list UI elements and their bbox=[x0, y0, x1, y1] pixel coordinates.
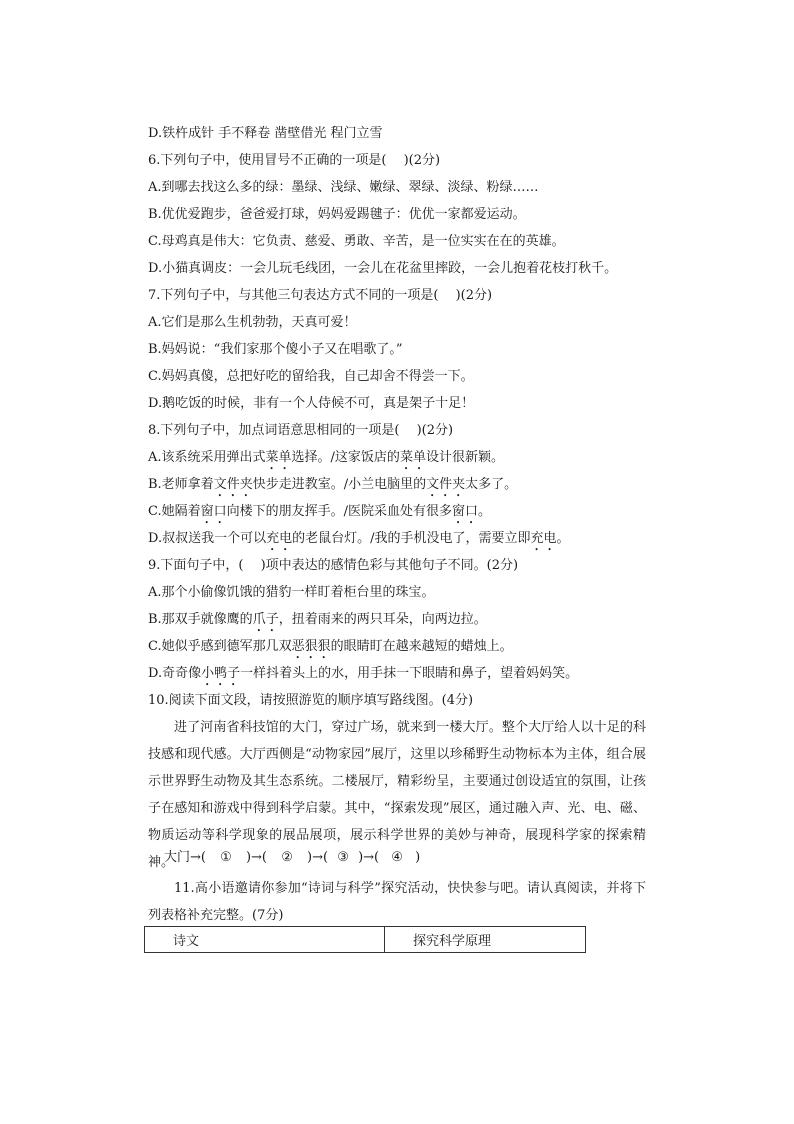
q7-option-c: C.妈妈真傻，总把好吃的留给我，自己却舍不得尝一下。 bbox=[148, 369, 474, 384]
q6-option-a: A.到哪去找这么多的绿：墨绿、浅绿、嫩绿、翠绿、淡绿、粉绿…… bbox=[148, 180, 539, 195]
q8-option-d: D.叔叔送我一个可以充电的老鼠台灯。/我的手机没电了，需要立即充电。 bbox=[148, 531, 570, 546]
question-10: 10.阅读下面文段，请按照游览的顺序填写路线图。(4分) bbox=[148, 693, 474, 708]
table-header-principle: 探究科学原理 bbox=[385, 927, 586, 953]
q7-option-a: A.它们是那么生机勃勃，天真可爱！ bbox=[148, 315, 357, 330]
table-header-row bbox=[145, 927, 586, 953]
q9-option-c: C.她似乎感到德军那几双恶狠狠的眼睛盯在越来越短的蜡烛上。 bbox=[148, 639, 513, 654]
q9-option-a: A.那个小偷像饥饿的猎豹一样盯着柜台里的珠宝。 bbox=[148, 585, 435, 600]
q6-option-c: C.母鸡真是伟大：它负责、慈爱、勇敢、辛苦，是一位实实在在的英雄。 bbox=[148, 234, 565, 249]
question-8: 8.下列句子中，加点词语意思相同的一项是( )(2分) bbox=[148, 423, 454, 438]
q9-option-b: B.那双手就像鹰的爪子，扭着雨来的两只耳朵，向两边拉。 bbox=[148, 612, 487, 627]
route-blank-4[interactable]: ④ bbox=[391, 850, 403, 865]
q7-option-d: D.鹅吃饭的时候，非有一个人侍候不可，真是架子十足！ bbox=[148, 396, 475, 411]
q8-option-a: A.该系统采用弹出式菜单选择。/这家饭店的菜单设计很新颖。 bbox=[148, 450, 504, 465]
table-header-poem: 诗文 bbox=[145, 927, 385, 953]
route-blank-1[interactable]: ① bbox=[220, 850, 232, 865]
question-6: 6.下列句子中，使用冒号不正确的一项是( )(2分) bbox=[148, 153, 441, 168]
q6-option-b: B.优优爱跑步，爸爸爱打球，妈妈爱踢毽子：优优一家都爱运动。 bbox=[148, 207, 526, 222]
q8-option-c: C.她隔着窗口向楼下的朋友挥手。/医院采血处有很多窗口。 bbox=[148, 504, 492, 519]
q5-option-d: D.铁杵成针 手不释卷 凿壁借光 程门立雪 bbox=[148, 126, 383, 141]
question-9: 9.下面句子中，( )项中表达的感情色彩与其他句子不同。(2分) bbox=[148, 558, 519, 573]
q8-option-b: B.老师拿着文件夹快步走进教室。/小兰电脑里的文件夹太多了。 bbox=[148, 477, 518, 492]
question-7: 7.下列句子中，与其他三句表达方式不同的一项是( )(2分) bbox=[148, 288, 493, 303]
q6-option-d: D.小猫真调皮：一会儿玩毛线团，一会儿在花盆里摔跤，一会儿抱着花枝打秋千。 bbox=[148, 261, 618, 276]
route-map: 大门→( ① )→( ② )→( ③ )→( ④ ) bbox=[164, 850, 421, 865]
q7-option-b: B.妈妈说：“我们家那个傻小子又在唱歌了。” bbox=[148, 342, 403, 357]
q9-option-d: D.奇奇像小鸭子一样抖着头上的水，用手抹一下眼睛和鼻子，望着妈妈笑。 bbox=[148, 666, 579, 681]
route-blank-2[interactable]: ② bbox=[281, 850, 293, 865]
route-blank-3[interactable]: ③ bbox=[337, 850, 349, 865]
q11-table bbox=[144, 926, 586, 953]
q10-passage: 进了河南省科技馆的大门，穿过广场，就来到一楼大厅。整个大厅给人以十足的科技感和现代感。大厅西侧是“动物家园”展厅，这里以珍稀野生动物标本为主体，组合展示世界野生动物及其生态系统。二楼展厅，精彩纷呈，主要通过创设适宜的氛围，让孩子在感知和游戏中得到科学启蒙。其中，“探索发现”展区，通过融入声、光、电、磁、物质运动等科学现象的展品展项，展示科学世界的美妙与神奇，展现科学家的探索精神。 bbox=[148, 720, 646, 870]
question-11: 11.高小语邀请你参加“诗词与科学”探究活动，快快参与吧。请认真阅读，并将下列表格补充完整。(7分) bbox=[148, 881, 646, 923]
